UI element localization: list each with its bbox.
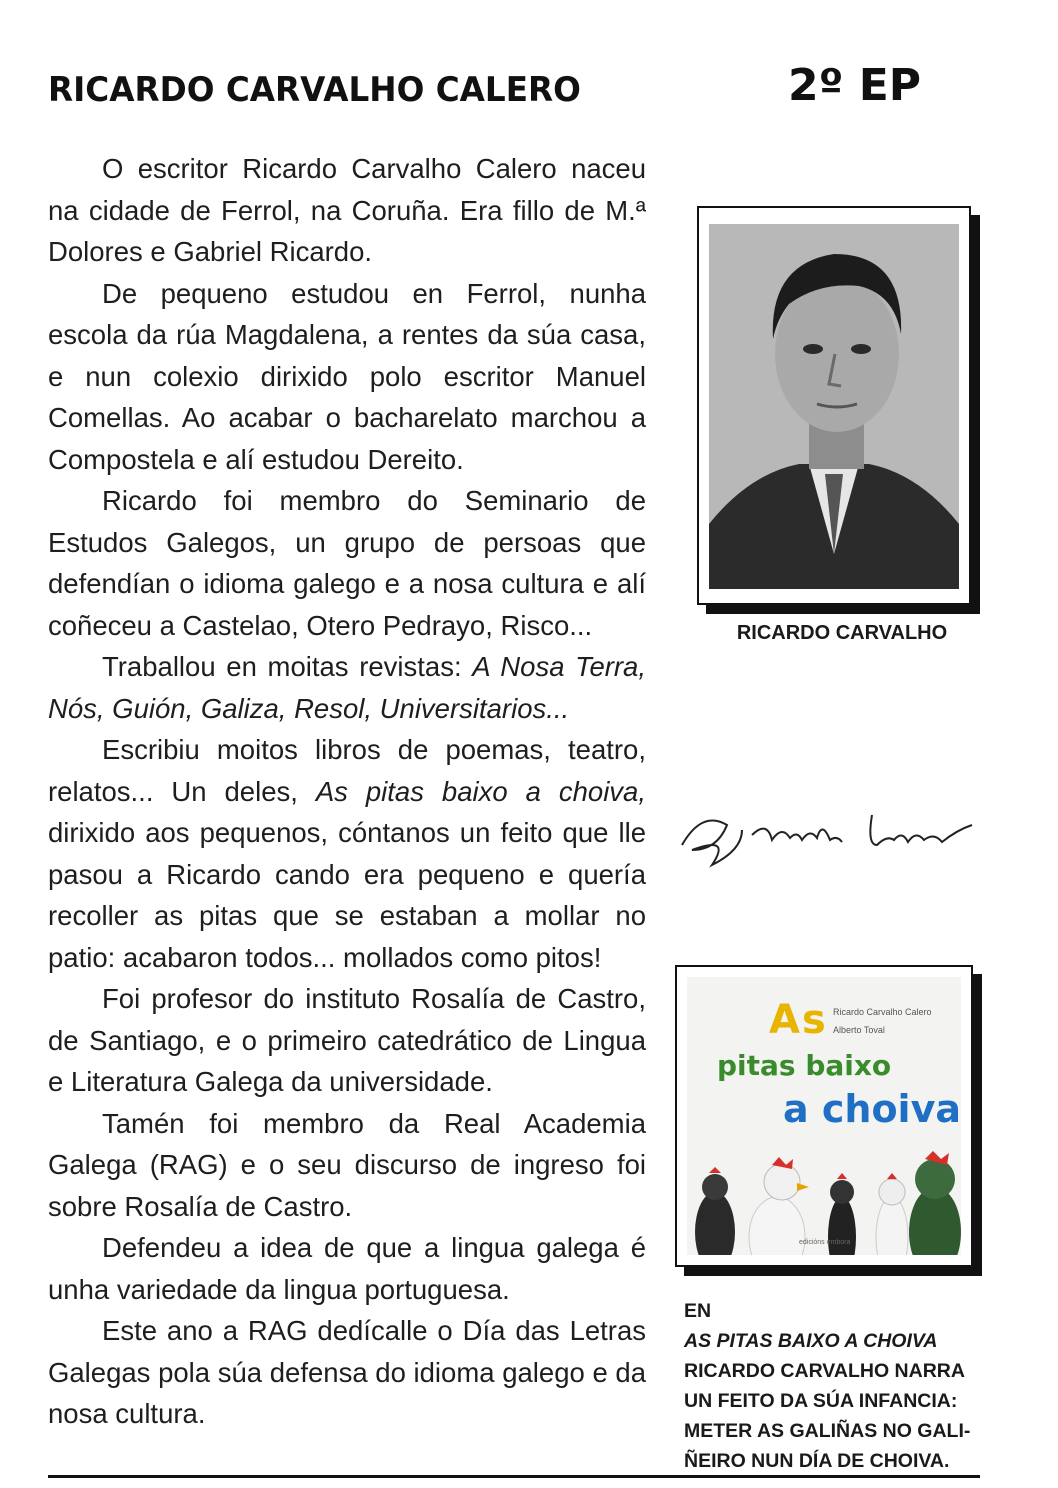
book-caption	[684, 1296, 984, 1476]
book-cover-frame	[675, 965, 973, 1267]
signature-drawing	[672, 790, 984, 880]
book-caption-title: AS PITAS BAIXO A CHOIVA	[684, 1330, 938, 1352]
magazines-intro: Traballou en moitas revistas:	[102, 651, 473, 682]
magazines-list: A Nosa Terra, Nós, Guión, Galiza, Resol, Universitarios...	[48, 651, 646, 724]
grade-level-label: 2º EP	[788, 60, 922, 111]
chickens-illustration	[687, 1137, 961, 1255]
book-publisher: edicións embora	[799, 1239, 851, 1246]
bottom-divider	[48, 1475, 980, 1478]
book-title-line2: pitas baixo	[717, 1049, 892, 1082]
book-title-inline: As pitas baixo a choiva,	[315, 775, 646, 807]
portrait-photo	[709, 224, 959, 589]
paragraph-studies: De pequeno estudou en Ferrol, nunha escola da rúa Magdalena, a rentes da súa casa, e nun colexio dirixido polo escritor Manuel Comellas. Ao acabar o bacharelato marchou a Compostela e alí estudou Dereito.	[48, 277, 646, 475]
book-title-line3: a choiva	[783, 1087, 961, 1131]
book-author: Ricardo Carvalho Calero	[833, 1007, 932, 1017]
book-illustrator: Alberto Toval	[833, 1025, 885, 1035]
book-caption-line5: ÑEIRO NUN DÍA DE CHOIVA.	[684, 1450, 950, 1472]
portrait-caption: RICARDO CARVALHO	[736, 622, 948, 644]
book-caption-line1	[684, 1296, 984, 1356]
portrait-illustration	[709, 224, 959, 589]
page-title: RICARDO CARVALHO CALERO	[48, 70, 581, 110]
paragraph-academy: Tamén foi membro da Real Academia Galega (RAG) e o seu discurso de ingreso foi sobre Rosalía de Castro.	[48, 1107, 646, 1222]
book-caption-line3: UN FEITO DA SÚA INFANCIA:	[684, 1390, 958, 1412]
books-story: dirixido aos pequenos, cóntanos un feito que lle pasou a Ricardo cando era pequeno e quería recoller as pitas que se estaban a mollar no patio: acabaron todos... mollados como pitos!	[48, 817, 646, 973]
books-intro: Escribiu moitos libros de poemas, teatro, relatos... Un deles,	[48, 734, 646, 807]
signature	[672, 790, 984, 880]
book-cover	[687, 977, 961, 1255]
book-caption-line2: RICARDO CARVALHO NARRA	[684, 1360, 965, 1382]
biography-text	[48, 148, 646, 1435]
book-caption-line4: METER AS GALIÑAS NO GALI-	[684, 1420, 971, 1442]
book-caption-prefix: EN	[684, 1300, 712, 1322]
paragraph-language: Defendeu a idea de que a lingua galega é unha variedade da lingua portuguesa.	[48, 1232, 646, 1305]
paragraph-letras-galegas: Este ano a RAG dedícalle o Día das Letras Galegas pola súa defensa do idioma galego e da nosa cultura.	[48, 1315, 646, 1429]
paragraph-professor: Foi profesor do instituto Rosalía de Castro, de Santiago, e o primeiro catedrático de Lingua e Literatura Galega da universidade.	[48, 983, 646, 1097]
book-title-line1: As	[769, 997, 828, 1043]
paragraph-seminario: Ricardo foi membro do Seminario de Estudos Galegos, un grupo de persoas que defendían o idioma galego e a nosa cultura e alí coñeceu a Castelao, Otero Pedrayo, Risco...	[48, 485, 646, 641]
paragraph-birth: O escritor Ricardo Carvalho Calero naceu na cidade de Ferrol, na Coruña. Era fillo de M.ª Dolores e Gabriel Ricardo.	[48, 153, 646, 267]
paragraph-books	[48, 729, 646, 978]
portrait-frame	[697, 206, 971, 605]
paragraph-magazines	[48, 646, 646, 729]
